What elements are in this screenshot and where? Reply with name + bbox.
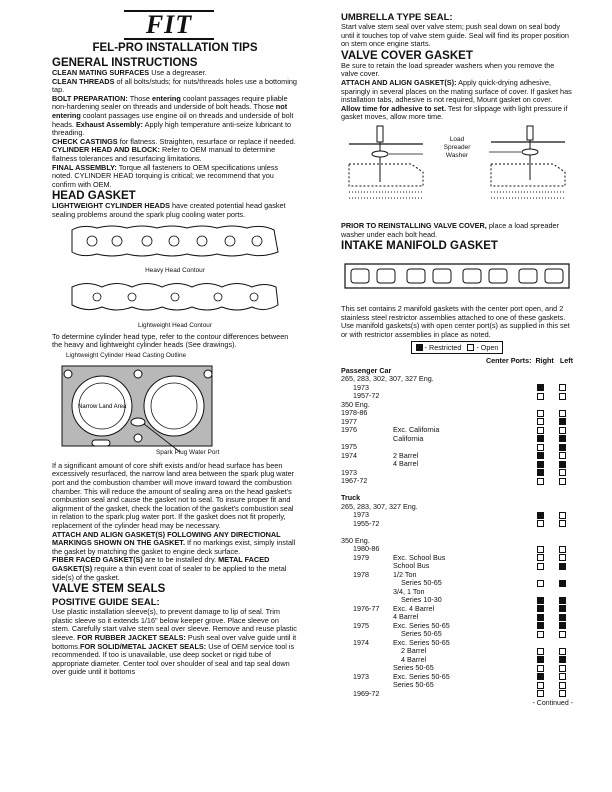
application-row [341, 605, 573, 614]
restricted-square-icon [537, 435, 544, 442]
application-row [341, 435, 573, 444]
light-head-contour-drawing [52, 277, 298, 317]
restricted-square-icon [537, 512, 544, 519]
application-row [341, 520, 573, 529]
application-sub: Exc. Series 50-65 [393, 637, 450, 647]
application-sub: Series 10-30 [401, 595, 442, 604]
application-row [341, 409, 573, 418]
spark-plug-caption: Spark Plug Water Port [156, 448, 220, 456]
restricted-square-icon [559, 605, 566, 612]
application-year [341, 588, 393, 597]
open-square-icon [537, 546, 544, 553]
application-row [341, 443, 573, 452]
restricted-square-icon [559, 597, 566, 604]
application-sub [393, 511, 529, 520]
application-sub: Series 50-65 [401, 629, 442, 638]
application-sub: 3/4, 1 Ton [393, 586, 425, 596]
restricted-square-icon [537, 673, 544, 680]
application-year: 1977 [341, 416, 357, 426]
application-year: 1978 [353, 569, 369, 579]
valve-stem-heading: VALVE STEM SEALS [52, 583, 166, 596]
open-square-icon [559, 554, 566, 561]
application-row [341, 392, 573, 401]
application-sub: Exc. Series 50-65 [393, 620, 450, 630]
application-year: Passenger Car [341, 365, 392, 375]
application-year: 1973 [353, 382, 369, 392]
heavy-head-caption: Heavy Head Contour [145, 266, 205, 274]
application-year: 1978-86 [341, 408, 368, 417]
open-square-icon [467, 344, 474, 351]
intake-text-1: This set contains 2 manifold gaskets with the center port open, and 2 stainless steel restrictor assemblies attached to one of these gaskets. [341, 304, 566, 322]
application-sub: Exc. 4 Barrel [393, 603, 435, 613]
casting-caption: Lightweight Cylinder Head Casting Outline [66, 351, 187, 359]
application-sub: Series 50-65 [393, 663, 434, 672]
open-square-icon [559, 648, 566, 655]
application-year: 1979 [353, 552, 369, 562]
open-square-icon [537, 665, 544, 672]
light-head-figure [52, 277, 298, 331]
application-sub [393, 486, 529, 495]
application-row [341, 460, 573, 469]
application-row [341, 690, 573, 699]
restricted-square-icon [559, 622, 566, 629]
application-row [341, 622, 573, 631]
application-sub: Exc. School Bus [393, 552, 446, 562]
casting-outline-figure [52, 352, 298, 460]
open-square-icon [537, 418, 544, 425]
application-sub [393, 409, 529, 418]
application-sub: School Bus [393, 561, 430, 570]
application-sub: 1/2 Ton [393, 569, 417, 579]
application-row [341, 545, 573, 554]
open-square-icon [559, 478, 566, 485]
umbrella-paragraph: Start valve stem seal over valve stem; push seal down on seal body until it touches top of valve stem guide. Seal will find its proper position on stem once engine starts. [341, 22, 569, 49]
application-row [341, 426, 573, 435]
application-sub [393, 520, 529, 529]
application-row [341, 452, 573, 461]
valve-cover-heading: VALVE COVER GASKET [341, 49, 473, 62]
open-square-icon [537, 682, 544, 689]
restricted-square-icon [559, 435, 566, 442]
open-square-icon [559, 682, 566, 689]
application-row [341, 528, 573, 537]
application-row [341, 554, 573, 563]
open-square-icon [559, 631, 566, 638]
restricted-square-icon [559, 444, 566, 451]
application-sub [393, 528, 529, 537]
application-row [341, 401, 573, 410]
retain-paragraph: Be sure to retain the load spreader washers when you remove the valve cover. [341, 60, 555, 79]
application-sub: Exc. Series 50-65 [393, 671, 450, 681]
application-row [341, 562, 573, 571]
determine-paragraph: To determine cylinder head type, refer to the contour differences between the heavy and lightweight cylinder heads (See drawings). [52, 331, 289, 350]
open-square-icon [537, 580, 544, 587]
load-spreader-label: Load Spreader Washer [443, 135, 471, 159]
center-ports-header: Center Ports: Right Left [485, 355, 573, 365]
prior-paragraph: PRIOR TO REINSTALLING VALVE COVER, place a load spreader washer under each bolt head. [341, 220, 560, 239]
core-shift-paragraph: If a significant amount of core shift exists and/or head surface has been excessively resurfaced, the narrow land area between the spark plug water port and the combustion chamber will move inward toward the combustion chamber. This will reduce the amount of sealing area on the head gasket's combustion seal and cause the gasket not to seal. To insure proper fit and alignment of the gasket, check the location of the gasket's combustion seal in relation to the spark plug water port. If the gasket does not fit properly, replacement of the cylinder head may be necessary. [52, 460, 295, 531]
open-square-icon [537, 648, 544, 655]
load-spreader-figure [341, 124, 573, 214]
open-square-icon [559, 520, 566, 527]
application-year: 1973 [353, 671, 369, 681]
application-sub [393, 537, 529, 546]
application-row [341, 375, 573, 384]
application-year: 1974 [353, 637, 369, 647]
application-sub: Series 50-65 [401, 578, 442, 587]
open-square-icon [537, 410, 544, 417]
open-square-icon [537, 563, 544, 570]
heavy-head-figure [52, 222, 298, 276]
heavy-head-contour-drawing [52, 222, 298, 262]
application-year: 265, 283, 307, 327 Eng. [341, 501, 418, 511]
application-sub [393, 401, 529, 410]
narrow-land-label: Narrow Land Area [78, 403, 127, 410]
application-year: 1973 [341, 467, 357, 477]
umbrella-heading: UMBRELLA TYPE SEAL: [341, 12, 453, 23]
open-square-icon [559, 393, 566, 400]
open-square-icon [559, 452, 566, 459]
application-row [341, 503, 573, 512]
application-sub [393, 690, 529, 699]
restricted-square-icon [537, 461, 544, 468]
application-year: 1973 [353, 510, 369, 519]
restricted-open-legend: - Restricted - Open [341, 343, 573, 352]
open-square-icon [559, 665, 566, 672]
restricted-square-icon [537, 605, 544, 612]
application-sub: 4 Barrel [393, 612, 419, 621]
restricted-square-icon [537, 656, 544, 663]
application-year: 1969-72 [353, 688, 380, 698]
open-square-icon [537, 444, 544, 451]
positive-guide-heading: POSITIVE GUIDE SEAL: [52, 597, 160, 609]
restricted-square-icon [537, 384, 544, 391]
intake-text-2: Use manifold gaskets(s) with open center port(s) as supplied in this set or with restrictor assemblies in place as noted. [341, 321, 570, 339]
restricted-square-icon [559, 656, 566, 663]
application-row [341, 647, 573, 656]
restricted-square-icon [559, 580, 566, 587]
fit-logo: FIT [124, 10, 214, 40]
application-row [341, 656, 573, 665]
intake-heading: INTAKE MANIFOLD GASKET [341, 240, 498, 253]
continued-note: - Continued - [532, 700, 573, 707]
general-clean-paragraph: CLEAN MATING SURFACES Use a degreaser. [52, 68, 207, 77]
application-row [341, 639, 573, 648]
open-square-icon [537, 690, 544, 697]
application-year [341, 656, 393, 665]
restricted-square-icon [416, 344, 423, 351]
left-column [52, 10, 298, 677]
general-threads-paragraph: CLEAN THREADS of all bolts/studs; for nuts/threads holes use a bottoming tap. [52, 76, 297, 95]
open-square-icon [559, 512, 566, 519]
application-year: 1967-72 [341, 476, 368, 485]
application-year: 1974 [341, 450, 357, 460]
application-year: 350 Eng. [341, 535, 370, 545]
head-gasket-heading: HEAD GASKET [52, 190, 136, 203]
application-row [341, 469, 573, 478]
valve-cover-attach-paragraph: ATTACH AND ALIGN GASKET(S): Apply quick-drying adhesive, sparingly in several places on the mating surface of cover. If gasket has installation tabs, adhesive is not required, Mount gasket on cover. Allow time for adhesive to set. Test for slippage with light pressure if gasket moves, allow more time. [341, 77, 572, 122]
open-square-icon [537, 554, 544, 561]
application-sub: 2 Barrel [393, 450, 419, 460]
open-square-icon [559, 427, 566, 434]
application-year: 350 Eng. [341, 399, 370, 409]
open-square-icon [559, 673, 566, 680]
open-square-icon [559, 690, 566, 697]
application-row [341, 486, 573, 495]
application-year: 1976-77 [353, 603, 380, 613]
application-row [341, 588, 573, 597]
fiber-metal-paragraph: FIBER FACED GASKET(S) are to be installed dry. METAL FACED GASKET(S) require a thin event coat of sealer to be applied to the metal side(s) of the gasket. [52, 555, 287, 582]
application-row [341, 477, 573, 486]
open-square-icon [559, 384, 566, 391]
casting-outline-drawing [52, 360, 298, 460]
right-column [341, 12, 573, 707]
application-year: 1957-72 [353, 391, 380, 400]
application-sub: 4 Barrel [393, 459, 419, 468]
restricted-square-icon [559, 418, 566, 425]
application-year [341, 647, 393, 656]
light-head-caption: Lightweight Head Contour [138, 322, 212, 330]
page-header: FEL-PRO INSTALLATION TIPS [92, 42, 258, 54]
application-sub [393, 392, 529, 401]
restricted-square-icon [537, 597, 544, 604]
general-bolt-paragraph: BOLT PREPARATION: Those entering coolant passages require pliable non-hardening sealer on threads and underside of bolt heads. Those not entering coolant passages use engine oil on threads and underside of bolt heads. Exhaust Assembly: Apply high temperature anti-seize lubricant to threading. [52, 93, 294, 138]
open-square-icon [559, 546, 566, 553]
restricted-square-icon [537, 469, 544, 476]
application-year: 1976 [341, 425, 357, 434]
application-sub [393, 477, 529, 486]
application-year: 265, 283, 302, 307, 327 Eng. [341, 374, 434, 383]
open-square-icon [537, 520, 544, 527]
general-final-paragraph: FINAL ASSEMBLY: Torque all fasteners to OEM specifications unless noted. CYLINDER HEAD torquing is critical; we recommend that you confirm with OEM. [52, 162, 279, 189]
application-row [341, 664, 573, 673]
application-sub [393, 469, 529, 478]
application-row [341, 579, 573, 588]
restricted-square-icon [559, 563, 566, 570]
application-row [341, 613, 573, 622]
application-row [341, 673, 573, 682]
open-square-icon [537, 631, 544, 638]
application-row [341, 630, 573, 639]
open-square-icon [537, 478, 544, 485]
application-sub: 4 Barrel [401, 654, 427, 664]
application-sub: Exc. California [393, 425, 440, 434]
application-year: 1980-86 [353, 544, 380, 553]
application-year: 1975 [353, 620, 369, 630]
restricted-square-icon [537, 614, 544, 621]
open-square-icon [559, 469, 566, 476]
open-square-icon [537, 393, 544, 400]
restricted-square-icon [559, 461, 566, 468]
general-check-paragraph: CHECK CASTINGS for flatness. Straighten, resurface or replace if needed. CYLINDER HEAD AND BLOCK: Refer to OEM manual to determine flatness tolerances and resurfacing limitations. [52, 136, 296, 163]
application-year [341, 579, 393, 588]
positive-guide-paragraph: Use plastic installation sleeve(s), to prevent damage to lip of seal. Trim plastic sleeve so it extends 1/16" below keeper grove. Place sleeve on stem. Carefully start valve stem seal over sleeve. Remove and reuse plastic sleeve. FOR RUBBER JACKET SEALS: Push seal over valve guide until it bottoms.FOR SOLID/METAL JACKET SEALS: Use of OEM service tool is recommended. If too is unavailable, use deep socket or rigid tube of appropriate diameter. Center tool over shoulder of seal and tap seal down over guide until it bottoms [52, 607, 297, 677]
general-instructions-heading: GENERAL INSTRUCTIONS [52, 57, 198, 69]
intake-gasket-drawing [341, 254, 573, 298]
application-sub: Series 50-65 [393, 680, 434, 689]
application-sub: 2 Barrel [401, 646, 427, 655]
application-sub [393, 384, 529, 393]
intake-gasket-figure [341, 254, 573, 303]
restricted-square-icon [537, 622, 544, 629]
application-year: 1955-72 [353, 518, 380, 528]
applications-table [341, 367, 573, 699]
attach-align-paragraph: ATTACH AND ALIGN GASKET(S) FOLLOWING ANY DIRECTIONAL MARKINGS SHOWN ON THE GASKET. If no markings exist, simply install the gasket by matching the gasket to engine deck surface. [52, 529, 296, 556]
application-year: 1975 [341, 442, 357, 451]
open-square-icon [537, 427, 544, 434]
open-square-icon [559, 410, 566, 417]
lightweight-paragraph: LIGHTWEIGHT CYLINDER HEADS have created potential head gasket sealing problems around the spark plug cooling water ports. [52, 201, 286, 219]
application-row [341, 418, 573, 427]
application-row [341, 571, 573, 580]
application-sub: California [393, 433, 424, 443]
restricted-square-icon [559, 614, 566, 621]
application-year: Truck [341, 493, 361, 502]
restricted-square-icon [537, 452, 544, 459]
